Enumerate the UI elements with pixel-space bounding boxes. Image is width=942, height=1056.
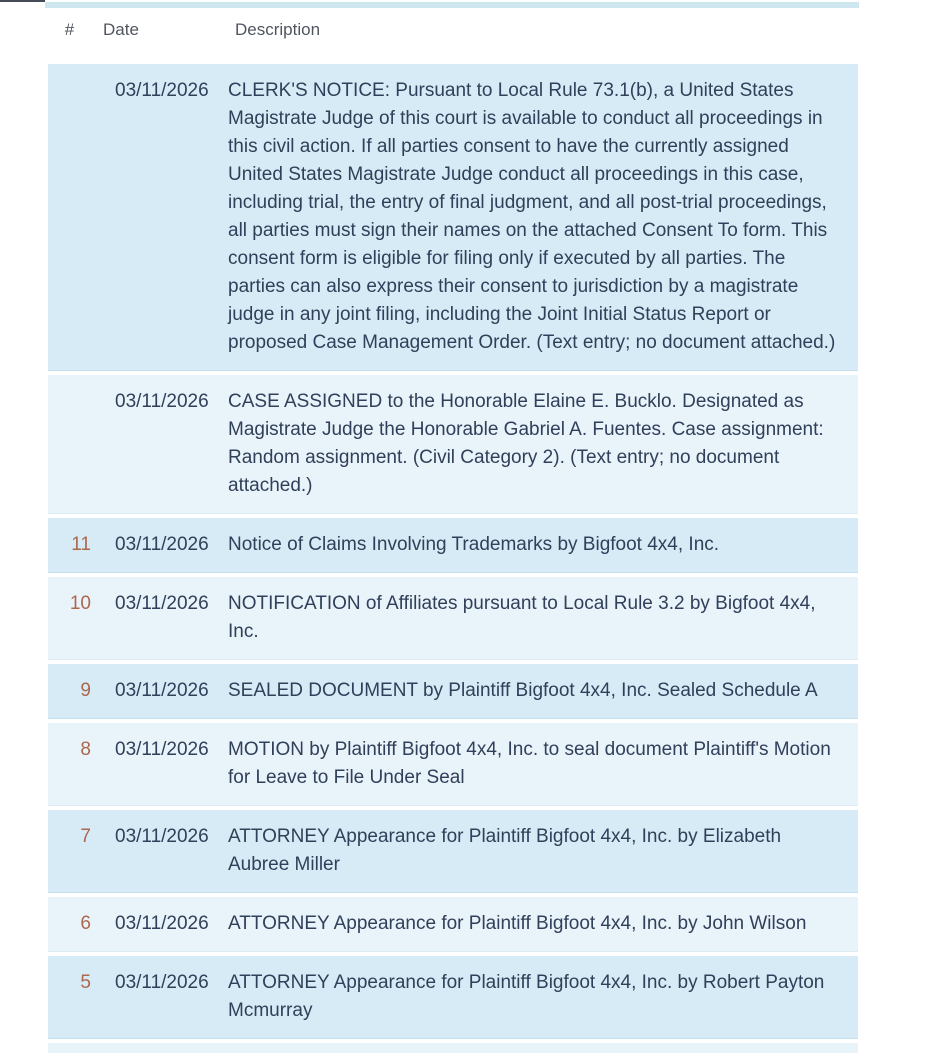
- column-header-date: Date: [103, 20, 139, 39]
- entry-description: ATTORNEY Appearance for Plaintiff Bigfoot 4x4, Inc. by John Wilson: [228, 913, 807, 934]
- entry-number-link[interactable]: 7: [80, 826, 91, 847]
- entry-description: ATTORNEY Appearance for Plaintiff Bigfoot 4x4, Inc. by Robert Payton Mcmurray: [228, 972, 825, 1021]
- column-header-number: #: [64, 20, 75, 39]
- entry-number-link[interactable]: 6: [80, 913, 91, 934]
- entry-number-link[interactable]: 5: [80, 972, 91, 993]
- docket-rows: [48, 64, 858, 1039]
- docket-entry-row: [48, 810, 858, 893]
- entry-date: 03/11/2026: [115, 391, 209, 412]
- entry-description: NOTIFICATION of Affiliates pursuant to Local Rule 3.2 by Bigfoot 4x4, Inc.: [228, 593, 816, 642]
- docket-entry-row: [48, 664, 858, 719]
- table-header-row: [48, 18, 858, 42]
- entry-description: MOTION by Plaintiff Bigfoot 4x4, Inc. to seal document Plaintiff's Motion for Leave to File Under Seal: [228, 739, 831, 788]
- docket-entry-row: [48, 64, 858, 371]
- entry-date: 03/11/2026: [115, 972, 209, 993]
- docket-entries-table: [48, 18, 858, 1053]
- docket-entry-row: [48, 723, 858, 806]
- entry-date: 03/11/2026: [115, 739, 209, 760]
- entry-date: 03/11/2026: [115, 534, 209, 555]
- docket-entry-row: [48, 897, 858, 952]
- entry-number-link[interactable]: 9: [80, 680, 91, 701]
- entry-number-link[interactable]: 10: [69, 593, 91, 614]
- next-row-partial-sliver: [48, 1043, 858, 1053]
- docket-entry-row: [48, 956, 858, 1039]
- entry-date: 03/11/2026: [115, 826, 209, 847]
- entry-description: CASE ASSIGNED to the Honorable Elaine E. Bucklo. Designated as Magistrate Judge the Honorable Gabriel A. Fuentes. Case assignment: Random assignment. (Civil Category 2). (Text entry; no document attached.): [228, 391, 824, 496]
- table-top-strip: [45, 2, 859, 8]
- top-dark-sliver: [0, 0, 45, 2]
- entry-date: 03/11/2026: [115, 913, 209, 934]
- docket-entry-row: [48, 518, 858, 573]
- entry-description: ATTORNEY Appearance for Plaintiff Bigfoot 4x4, Inc. by Elizabeth Aubree Miller: [228, 826, 782, 875]
- entry-number-link[interactable]: 8: [80, 739, 91, 760]
- entry-number-link[interactable]: 11: [71, 534, 91, 555]
- entry-date: 03/11/2026: [115, 680, 209, 701]
- docket-entry-row: [48, 375, 858, 514]
- entry-description: SEALED DOCUMENT by Plaintiff Bigfoot 4x4, Inc. Sealed Schedule A: [228, 680, 818, 701]
- entry-date: 03/11/2026: [115, 593, 209, 614]
- column-header-description: Description: [235, 20, 321, 39]
- entry-date: 03/11/2026: [115, 80, 209, 101]
- entry-description: CLERK'S NOTICE: Pursuant to Local Rule 73.1(b), a United States Magistrate Judge of this court is available to conduct all proceedings in this civil action. If all parties consent to have the currently assigned United States Magistrate Judge conduct all proceedings in this case, including trial, the entry of final judgment, and all post-trial proceedings, all parties must sign their names on the attached Consent To form. This consent form is eligible for filing only if executed by all parties. The parties can also express their consent to jurisdiction by a magistrate judge in any joint filing, including the Joint Initial Status Report or proposed Case Management Order. (Text entry; no document attached.): [228, 80, 836, 353]
- entry-description: Notice of Claims Involving Trademarks by Bigfoot 4x4, Inc.: [228, 534, 720, 555]
- docket-entry-row: [48, 577, 858, 660]
